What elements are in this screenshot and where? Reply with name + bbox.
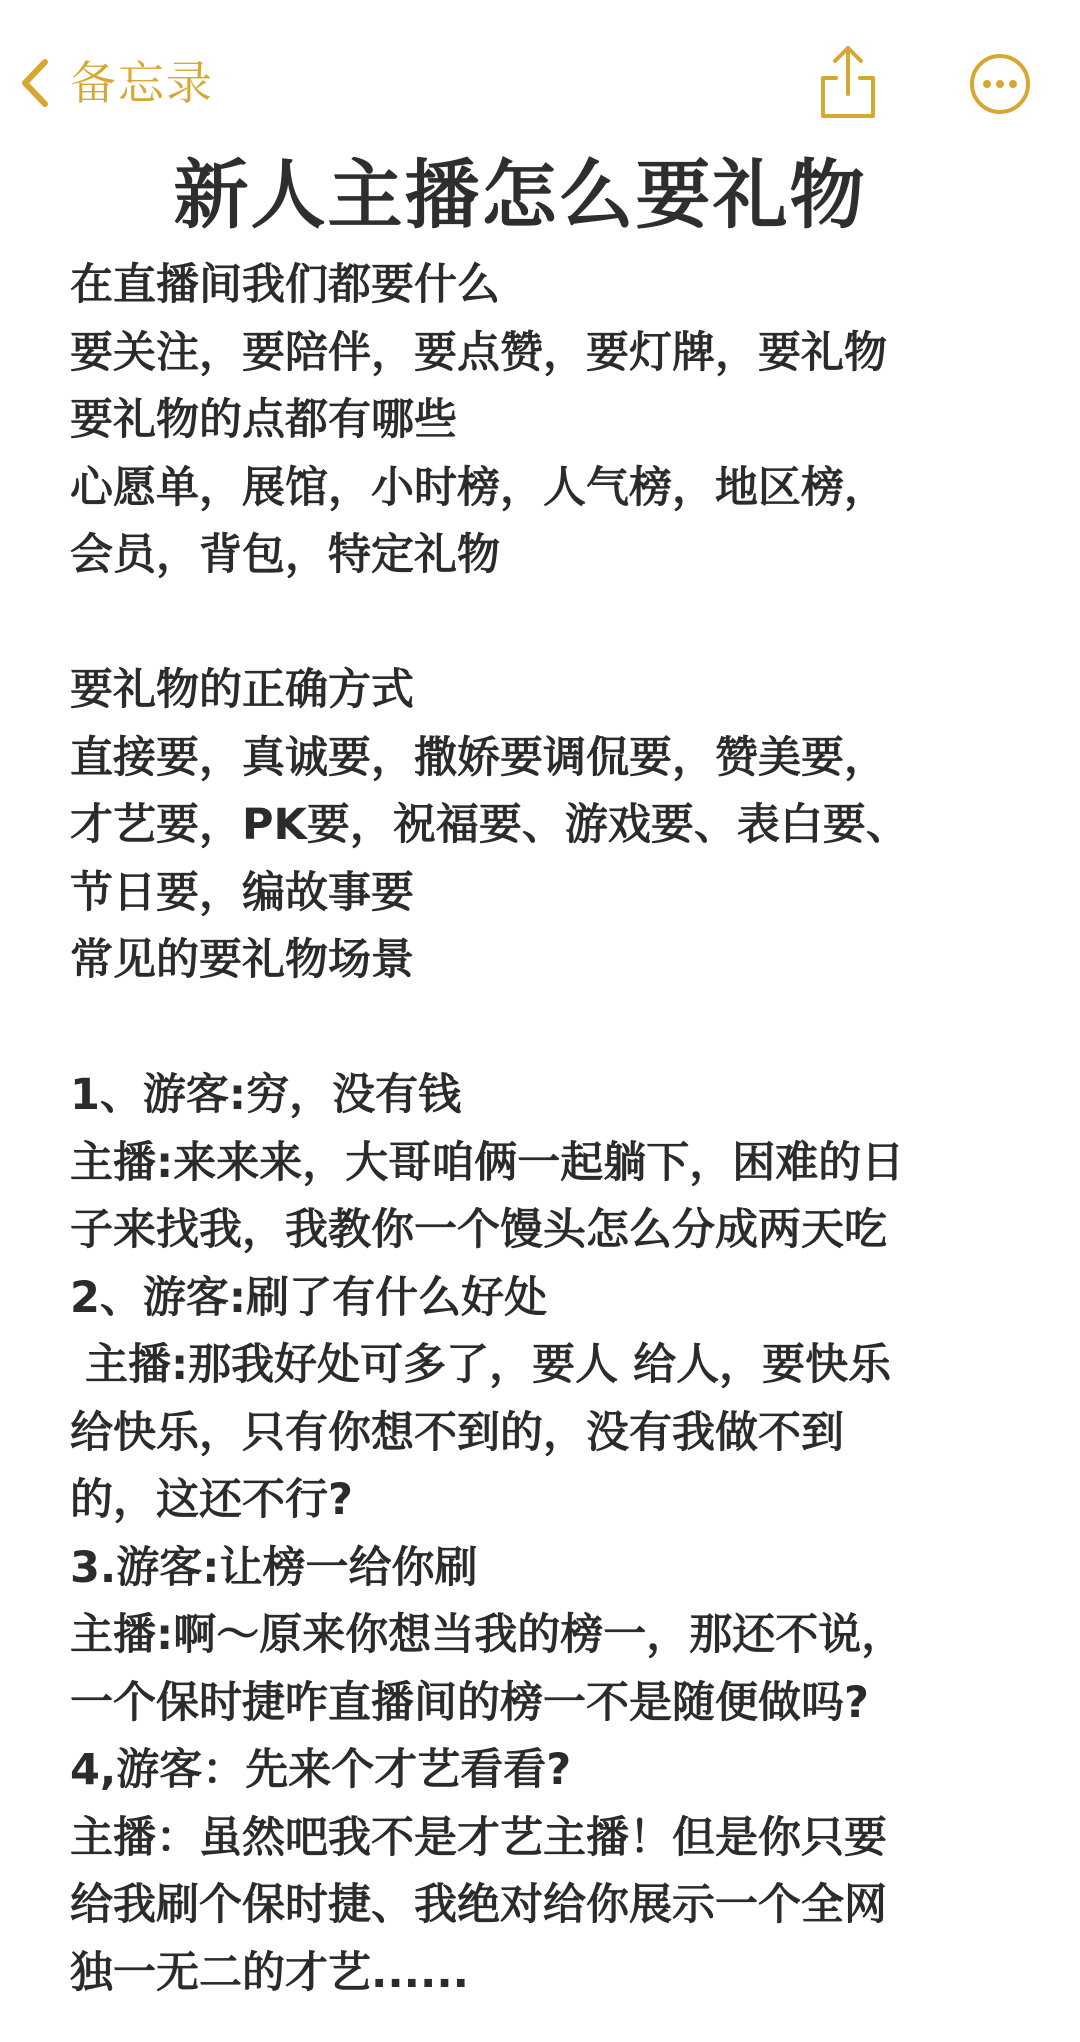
note-line: 主播:来来来，大哥咱俩一起躺下，困难的日 — [70, 1137, 905, 1188]
note-line: 独一无二的才艺...... — [70, 1947, 470, 1998]
note-line: 才艺要，PK要，祝福要、游戏要、表白要、 — [70, 800, 909, 850]
back-label: 备忘录 — [70, 56, 214, 110]
back-button[interactable] — [20, 48, 214, 118]
note-line: 节日要，编故事要 — [70, 867, 414, 918]
note-line: 心愿单，展馆，小时榜，人气榜，地区榜， — [70, 462, 887, 513]
note-line: 3.游客:让榜一给你刷 — [70, 1542, 478, 1593]
note-line: 直接要，真诚要，撒娇要调侃要，赞美要， — [70, 732, 887, 783]
note-line: 在直播间我们都要什么 — [70, 260, 500, 310]
note-line: 主播：虽然吧我不是才艺主播！但是你只要 — [70, 1812, 887, 1863]
note-line: 主播:那我好处可多了，要人 给人，要快乐 — [70, 1340, 892, 1390]
note-line: 给我刷个保时捷、我绝对给你展示一个全网 — [70, 1880, 887, 1930]
blank-line — [70, 995, 1070, 1063]
note-line: 主播:啊～原来你想当我的榜一，那还不说， — [70, 1610, 905, 1660]
share-icon — [818, 105, 878, 124]
blank-line — [70, 590, 1070, 658]
note-line: 1、游客:穷，没有钱 — [70, 1070, 462, 1120]
note-line: 要礼物的正确方式 — [70, 665, 414, 715]
ellipsis-circle-icon — [968, 101, 1032, 120]
note-line: 要礼物的点都有哪些 — [70, 395, 457, 445]
note-line: 一个保时捷咋直播间的榜一不是随便做吗? — [70, 1677, 869, 1728]
more-button[interactable] — [968, 52, 1032, 116]
note-body[interactable] — [70, 252, 1070, 2007]
note-line: 子来找我，我教你一个馒头怎么分成两天吃 — [70, 1205, 887, 1255]
chevron-left-icon — [20, 58, 50, 108]
note-title: 新人主播怎么要礼物 — [173, 151, 867, 239]
note-line: 给快乐，只有你想不到的，没有我做不到 — [70, 1407, 844, 1458]
share-button[interactable] — [818, 44, 878, 120]
navigation-bar — [0, 0, 1080, 150]
note-line: 4,游客：先来个才艺看看? — [70, 1745, 572, 1795]
note-line: 要关注，要陪伴，要点赞，要灯牌，要礼物 — [70, 327, 887, 378]
note-line: 的，这还不行? — [70, 1475, 353, 1525]
note-line: 会员，背包，特定礼物 — [70, 530, 500, 580]
note-line: 常见的要礼物场景 — [70, 935, 414, 985]
note-line: 2、游客:刷了有什么好处 — [70, 1272, 548, 1323]
